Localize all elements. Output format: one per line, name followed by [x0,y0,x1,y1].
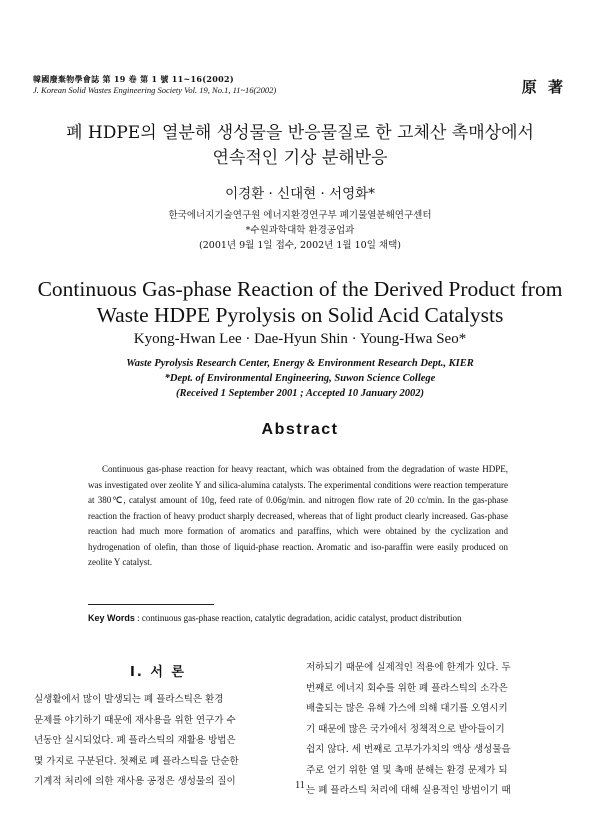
body-line: 몇 가지로 구분된다. 첫째로 폐 플라스틱을 단순한 [34,755,239,767]
english-title-line1: Continuous Gas-phase Reaction of the Derived Product from [37,277,563,301]
keywords [88,613,462,623]
body-column-left [34,690,282,793]
korean-title [0,121,600,171]
page-number: 11 [295,780,305,791]
abstract-text: Continuous gas-phase reaction for heavy reactant, which was obtained from the degradation of waste HDPE, was investigated over zeolite Y and silica-alumina catalysts. The experimental conditions were reaction temperature at 380℃, catalyst amount of 10g, feed rate of 0.06g/min. and nitrogen flow rate of 20 cc/min. In the gas-phase reaction the fraction of heavy product sharply decreased, whereas that of light product clearly increased. Gas-phase reaction had much more formation of aromatics and paraffins, which were obtained by the cyclization and hydrogenation of olefin, than those of liquid-phase reaction. Aromatic and iso-paraffin were easily produced on zeolite Y catalyst. [88,464,508,567]
body-line: 기 때문에 많은 국가에서 정책적으로 받아들이기 [306,723,505,735]
korean-authors: 이경환 · 신대현 · 서영화* [225,186,375,202]
body-line: 저하되기 때문에 실제적인 적용에 한계가 있다. 두 [306,662,511,673]
english-affiliation-1: Waste Pyrolysis Research Center, Energy & Environment Research Dept., KIER [126,358,474,369]
journal-header [33,74,276,96]
english-title [0,276,600,328]
korean-title-line1: 폐 HDPE의 열분해 생성물을 반응물질로 한 고체산 촉매상에서 [66,123,534,143]
journal-title-english: J. Korean Solid Wastes Engineering Society Vol. 19, No.1, 11~16(2002) [33,85,277,95]
korean-title-line2: 연속적인 기상 분해반응 [212,148,388,168]
body-line: 년동안 실시되었다. 폐 플라스틱의 재활용 방법은 [34,735,236,746]
body-line: 는 폐 플라스틱 처리에 대해 실용적인 방법이기 때 [306,785,511,796]
english-title-line2: Waste HDPE Pyrolysis on Solid Acid Catalysts [96,303,504,327]
abstract-heading: Abstract [261,421,339,438]
english-authors: Kyong-Hwan Lee · Dae-Hyun Shin · Young-Hwa Seo* [133,331,467,347]
keywords-text: : continuous gas-phase reaction, catalytic degradation, acidic catalyst, product distribution [137,613,462,623]
english-affiliations [0,356,600,401]
body-line: 기계적 처리에 의한 재사용 공정은 생성물의 질이 [34,776,236,787]
article-type-label: 原 著 [521,78,566,96]
keywords-label: Key Words [88,613,135,623]
korean-affiliation-1: 한국에너지기술연구원 에너지환경연구부 폐기물열분해연구센터 [168,210,432,221]
journal-title-korean: 韓國廢棄物學會誌 第 19 卷 第 1 號 11~16(2002) [33,74,234,84]
body-line: 문제를 야기하기 때문에 재사용을 위한 연구가 수 [34,714,236,726]
section-heading: Ⅰ. 서 론 [130,665,186,680]
body-line: 실생활에서 많이 발생되는 폐 플라스틱은 환경 [34,694,224,705]
korean-affiliation-2: *수원과학대학 환경공업과 [245,225,355,236]
body-line: 번째로 에너지 회수를 위한 폐 플라스틱의 소각은 [306,682,508,694]
korean-dates: (2001년 9월 1일 접수, 2002년 1월 10일 채택) [199,240,401,251]
english-dates: (Received 1 September 2001 ; Accepted 10 January 2002) [175,388,425,399]
body-line: 배출되는 많은 유해 가스에 의해 대기를 오염시키 [306,703,508,714]
english-affiliation-2: *Dept. of Environmental Engineering, Suwon Science College [164,373,436,384]
body-line: 쉽지 않다. 세 번째로 고부가가치의 액상 생성물을 [306,744,511,755]
body-line: 주로 얻기 위한 열 및 촉매 분해는 환경 문제가 되 [306,764,508,776]
korean-affiliations [0,208,600,253]
keywords-divider [88,604,214,605]
